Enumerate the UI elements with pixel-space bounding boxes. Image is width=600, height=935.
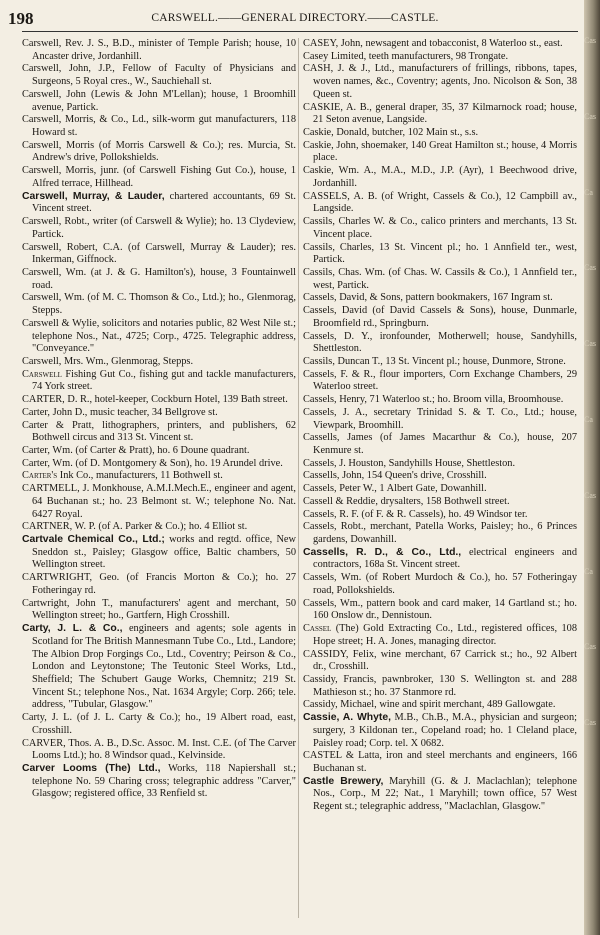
entry-name: Cassel: [303, 623, 332, 635]
entry-name: Cassells, R. D., & Co., Ltd.,: [303, 546, 462, 558]
directory-entry: [303, 394, 577, 407]
entry-name: Carter's: [22, 470, 58, 482]
page-number: 198: [8, 9, 34, 28]
entry-text: CASEY, John, newsagent and tobacconist, 8 Waterloo st., east.: [303, 38, 563, 49]
directory-entry: [22, 572, 296, 597]
adjacent-fragment: Ca: [584, 414, 593, 424]
column-divider: [298, 38, 299, 918]
entry-text: Cassils, Charles, 13 St. Vincent pl.; ho. 1 Annfield ter., west, Partick.: [303, 241, 577, 266]
entry-text: Carswell, Wm. (of M. C. Thomson & Co., Ltd.); ho., Glenmorag, Stepps.: [22, 292, 296, 317]
directory-entry: [22, 483, 296, 521]
entry-text: Caskie, John, shoemaker, 140 Great Hamilton st.; house, 4 Morris place.: [303, 139, 577, 164]
directory-entry: [22, 521, 296, 534]
directory-entry: [303, 521, 577, 546]
directory-entry: [303, 292, 577, 305]
entry-name: Carswell: [22, 368, 62, 380]
entry-text: Carswell, John, J.P., Fellow of Faculty of Physicians and Surgeons, 5 Royal cres., W., Sauchiehall st.: [22, 63, 296, 88]
directory-entry: [22, 292, 296, 317]
directory-entry: [22, 458, 296, 471]
directory-entry: [303, 51, 577, 64]
directory-entry: [303, 623, 577, 648]
directory-entry: [303, 547, 577, 572]
entry-name: Carty, J. L. & Co.,: [22, 623, 123, 635]
adjacent-fragment: Cas: [584, 339, 596, 349]
entry-text: CASSIDY, Felix, wine merchant, 67 Carrick st.; ho., 92 Albert dr., Crosshill.: [303, 648, 577, 673]
directory-entry: [22, 394, 296, 407]
directory-entry: [22, 738, 296, 763]
entry-text: Carswell, Morris, & Co., Ld., silk-worm gut manufacturers, 118 Howard st.: [22, 114, 296, 139]
directory-entry: [303, 165, 577, 190]
right-column: [303, 38, 577, 923]
adjacent-page-fragments: [584, 34, 600, 792]
entry-name: Cassie, A. Whyte,: [303, 712, 392, 724]
directory-entry: [22, 369, 296, 394]
entry-text: Carty, J. L. (of J. L. Carty & Co.); ho., 19 Albert road, east, Crosshill.: [22, 712, 296, 736]
directory-entry: [303, 712, 577, 750]
entry-text: CARTMELL, J. Monkhouse, A.M.I.Mech.E., engineer and agent, 64 Buchanan st.; ho. 23 Belmont st. W.; telephone No. Nat. 6427 Royal.: [22, 483, 296, 520]
entry-text: Cassidy, Francis, pawnbroker, 130 S. Wellington st. and 288 Mathieson st.; ho. 37 Stanmore rd.: [303, 673, 577, 698]
directory-entry: [303, 63, 577, 101]
directory-entry: [22, 712, 296, 737]
entry-text: CASKIE, A. B., general draper, 35, 37 Kilmarnock road; house, 21 Seton avenue, Langside.: [303, 101, 577, 126]
running-head: CARSWELL.——GENERAL DIRECTORY.——CASTLE.: [151, 12, 439, 24]
entry-text: CASSELS, A. B. (of Wright, Cassels & Co.), 12 Campbill av., Langside.: [303, 190, 577, 215]
entry-text: Cassels, Wm. (of Robert Murdoch & Co.), ho. 57 Fotheringay road, Pollokshields.: [303, 572, 577, 596]
adjacent-fragment: Ca: [584, 566, 593, 576]
directory-entry: [303, 191, 577, 216]
directory-entry: [303, 102, 577, 127]
directory-entry: [22, 318, 296, 356]
entry-name: Carver Looms (The) Ltd.,: [22, 762, 161, 774]
entry-text: Cassels, D. Y., ironfounder, Motherwell; house, Sandyhills, Shettleston.: [303, 330, 577, 355]
directory-entry: [303, 509, 577, 522]
entry-text: CARTER, D. R., hotel-keeper, Cockburn Hotel, 139 Bath street.: [22, 394, 288, 406]
adjacent-fragment: Cas: [584, 642, 596, 652]
directory-entry: [22, 407, 296, 420]
directory-entry: [22, 114, 296, 139]
directory-entry: [303, 38, 577, 51]
adjacent-fragment: Cas: [584, 36, 596, 45]
directory-entry: [22, 470, 296, 483]
directory-entry: [22, 445, 296, 458]
entry-text: Cassels, David (of David Cassels & Sons), house, Dunmarle, Broomfield rd., Springburn.: [303, 305, 577, 329]
directory-entry: [303, 750, 577, 775]
entry-text: Cassels, Peter W., 1 Albert Gate, Dowanhill.: [303, 483, 487, 495]
entry-text: Cassels, Henry, 71 Waterloo st.; ho. Broom villa, Broomhouse.: [303, 394, 564, 406]
entry-text: Carswell, Mrs. Wm., Glenmorag, Stepps.: [22, 355, 194, 367]
directory-entry: [22, 89, 296, 114]
entry-text: Cassidy, Michael, wine and spirit merchant, 489 Gallowgate.: [303, 699, 556, 711]
directory-entry: [303, 369, 577, 394]
entry-text: Cassells, John, 154 Queen's drive, Crosshill.: [303, 470, 487, 482]
entry-text: Casey Limited, teeth manufacturers, 98 Trongate.: [303, 50, 509, 62]
entry-text: Carswell, Robt., writer (of Carswell & Wylie); ho. 13 Clydeview, Partick.: [22, 216, 296, 240]
adjacent-fragment: Cas: [584, 111, 596, 121]
entry-text: Cassils, Duncan T., 13 St. Vincent pl.; house, Dunmore, Strone.: [303, 355, 566, 367]
directory-entry: [303, 407, 577, 432]
directory-entry: [303, 496, 577, 509]
entry-name: Carswell, Murray, & Lauder,: [22, 190, 165, 202]
header-rule: [22, 31, 578, 32]
directory-entry: [303, 140, 577, 165]
entry-text: Carter & Pratt, lithographers, printers, and publishers, 62 Bothwell circus and 313 St. Vincent st.: [22, 419, 296, 444]
adjacent-fragment: Cas: [584, 718, 596, 728]
entry-text: works and regtd. office, New Sneddon st., Paisley; Glasgow office, Baltic chambers, 50 Wellington street.: [32, 534, 296, 571]
entry-text: Carter, Wm. (of D. Montgomery & Son), ho. 19 Arundel drive.: [22, 457, 283, 469]
directory-entry: [22, 356, 296, 369]
entry-text: Maryhill (G. & J. Maclachlan); telephone Nos., Corp., M 22; Nat., 1 Maryhill; town office, 57 West Regent st.; telegraphic address, "Maclachlan, Glasgow.": [313, 775, 577, 813]
directory-entry: [22, 38, 296, 63]
entry-text: Carswell, Morris (of Morris Carswell & Co.); res. Murcia, St. Andrew's drive, Pollokshields.: [22, 139, 296, 164]
entry-text: Cassells, James (of James Macarthur & Co.), house, 207 Kenmure st.: [303, 432, 577, 456]
entry-text: Carswell, Wm. (at J. & G. Hamilton's), house, 3 Fountainwell road.: [22, 266, 296, 291]
page-header: [6, 9, 584, 31]
directory-entry: [303, 242, 577, 267]
adjacent-page-edge: [584, 0, 600, 935]
adjacent-fragment: Ca: [584, 187, 593, 197]
directory-entry: [22, 267, 296, 292]
directory-entry: [303, 267, 577, 292]
directory-entry: [22, 242, 296, 267]
directory-entry: [303, 572, 577, 597]
entry-text: Cassels, J. A., secretary Trinidad S. & T. Co., Ltd.; house, Viewpark, Broomhill.: [303, 406, 577, 431]
entry-text: Cartwright, John T., manufacturers' agent and merchant, 50 Wellington street; ho., Gartfern, High Crosshill.: [22, 597, 296, 622]
entry-text: Works, 118 Napiershall st.; telephone No. 59 Charing cross; telegraphic address "Carver," Glasgow; registered office, 33 Renfield st.: [32, 762, 296, 800]
directory-entry: [303, 356, 577, 369]
directory-entry: [303, 216, 577, 241]
directory-entry: [22, 623, 296, 712]
entry-text: Cassels, F. & R., flour importers, Corn Exchange Chambers, 29 Waterloo street.: [303, 368, 577, 393]
directory-entry: [303, 127, 577, 140]
adjacent-fragment: Cas: [584, 490, 596, 500]
entry-text: Carswell & Wylie, solicitors and notaries public, 82 West Nile st.; telephone Nos., Nat., 4725; Corp., 4725. Telegraphic address, "Conveyance.": [22, 317, 296, 355]
directory-entry: [22, 140, 296, 165]
entry-text: Carswell, Morris, junr. (of Carswell Fishing Gut Co.), house, 1 Alfred terrace, Hillhead.: [22, 165, 296, 189]
directory-entry: [22, 216, 296, 241]
entry-name: Castle Brewery,: [303, 775, 384, 787]
directory-entry: [22, 534, 296, 572]
entry-text: CARTNER, W. P. (of A. Parker & Co.); ho. 4 Elliot st.: [22, 521, 248, 533]
entry-text: Cassell & Reddie, drysalters, 158 Bothwell street.: [303, 495, 510, 507]
entry-text: Carswell, Robert, C.A. (of Carswell, Murray & Lauder); res. Inkerman, Giffnock.: [22, 241, 296, 266]
directory-entry: [303, 674, 577, 699]
directory-entry: [303, 598, 577, 623]
directory-entry: [22, 63, 296, 88]
directory-entry: [303, 649, 577, 674]
entry-text: Cassils, Chas. Wm. (of Chas. W. Cassils & Co.), 1 Annfield ter., west, Partick.: [303, 266, 577, 291]
directory-entry: [303, 305, 577, 330]
entry-name: Cartvale Chemical Co., Ltd.;: [22, 534, 165, 546]
entry-text: Caskie, Donald, butcher, 102 Main st., s.s.: [303, 127, 479, 139]
entry-text: Caskie, Wm. A., M.A., M.D., J.P. (Ayr), 1 Beechwood drive, Jordanhill.: [303, 165, 577, 189]
entry-text: Carswell, Rev. J. S., B.D., minister of Temple Parish; house, 10 Ancaster drive, Jordanhill.: [22, 38, 296, 62]
entry-text: Carter, John D., music teacher, 34 Bellgrove st.: [22, 406, 218, 418]
entry-text: Cassels, David, & Sons, pattern bookmakers, 167 Ingram st.: [303, 292, 553, 304]
directory-entry: [303, 483, 577, 496]
entry-text: M.B., Ch.B., M.A., physician and surgeon; surgery, 3 Kildonan ter., Copeland road; ho. 1 Cleland place, Paisley road; Corp. tel. X 0682.: [313, 712, 577, 749]
entry-text: Cassils, Charles W. & Co., calico printers and merchants, 13 St. Vincent place.: [303, 216, 577, 240]
entry-text: Cassels, R. F. (of F. & R. Cassels), ho. 49 Windsor ter.: [303, 508, 528, 520]
directory-entry: [303, 699, 577, 712]
directory-entry: [303, 470, 577, 483]
adjacent-fragment: Cas: [584, 263, 596, 273]
entry-text: chartered accountants, 69 St. Vincent street.: [32, 190, 296, 215]
entry-text: engineers and agents; sole agents in Scotland for The British Mannesmann Tube Co., Ltd., Landore; The Albion Drop Forgings Co., Ltd., Coventry; Peirson & Co., London and Leytonstone; The Teutonic Steel Works, Ltd., Sheffield; The Schubert Gauge Works, Chemnitz; 219 St. Vincent St.; telephone Nos., Nat. 1634 Argyle; Corp. 266; tele. address, "Tubular, Glasgow.": [32, 623, 296, 711]
entry-text: Cassels, Wm., pattern book and card maker, 14 Gartland st.; ho. 160 Onslow dr., Dennistoun.: [303, 597, 577, 622]
directory-entry: [22, 763, 296, 801]
entry-text: Fishing Gut Co., fishing gut and tackle manufacturers, 74 York street.: [32, 368, 296, 393]
directory-entry: [22, 598, 296, 623]
directory-entry: [303, 331, 577, 356]
directory-entry: [303, 432, 577, 457]
entry-text: Carter, Wm. (of Carter & Pratt), ho. 6 Doune quadrant.: [22, 445, 250, 456]
entry-text: Cassels, Robt., merchant, Patella Works, Paisley; ho., 6 Princes gardens, Dowanhill.: [303, 521, 577, 546]
entry-text: CARVER, Thos. A. B., D.Sc. Assoc. M. Inst. C.E. (of The Carver Looms Ltd.); ho. 8 Windsor quad., Kelvinside.: [22, 737, 296, 762]
entry-text: (The) Gold Extracting Co., Ltd., registered offices, 108 Hope street; H. A. Jones, managing director.: [313, 623, 577, 647]
entry-text: CARTWRIGHT, Geo. (of Francis Morton & Co.); ho. 27 Fotheringay rd.: [22, 572, 296, 596]
entry-text: CASH, J. & J., Ltd., manufacturers of frillings, ribbons, tapes, woven names, &c., Coventry; agents, Jno. Nicolson & Son, 38 Queen st.: [303, 63, 577, 100]
directory-entry: [303, 776, 577, 814]
directory-entry: [303, 458, 577, 471]
directory-entry: [22, 420, 296, 445]
entry-text: Ink Co., manufacturers, 11 Bothwell st.: [57, 470, 223, 482]
directory-entry: [22, 165, 296, 190]
entry-text: Carswell, John (Lewis & John M'Lellan); house, 1 Broomhill avenue, Partick.: [22, 88, 296, 113]
entry-text: electrical engineers and contractors, 168a St. Vincent street.: [313, 546, 577, 571]
left-column: [22, 38, 296, 923]
entry-text: Cassels, J. Houston, Sandyhills House, Shettleston.: [303, 457, 516, 469]
entry-text: CASTEL & Latta, iron and steel merchants and engineers, 166 Buchanan st.: [303, 750, 577, 774]
directory-entry: [22, 191, 296, 216]
